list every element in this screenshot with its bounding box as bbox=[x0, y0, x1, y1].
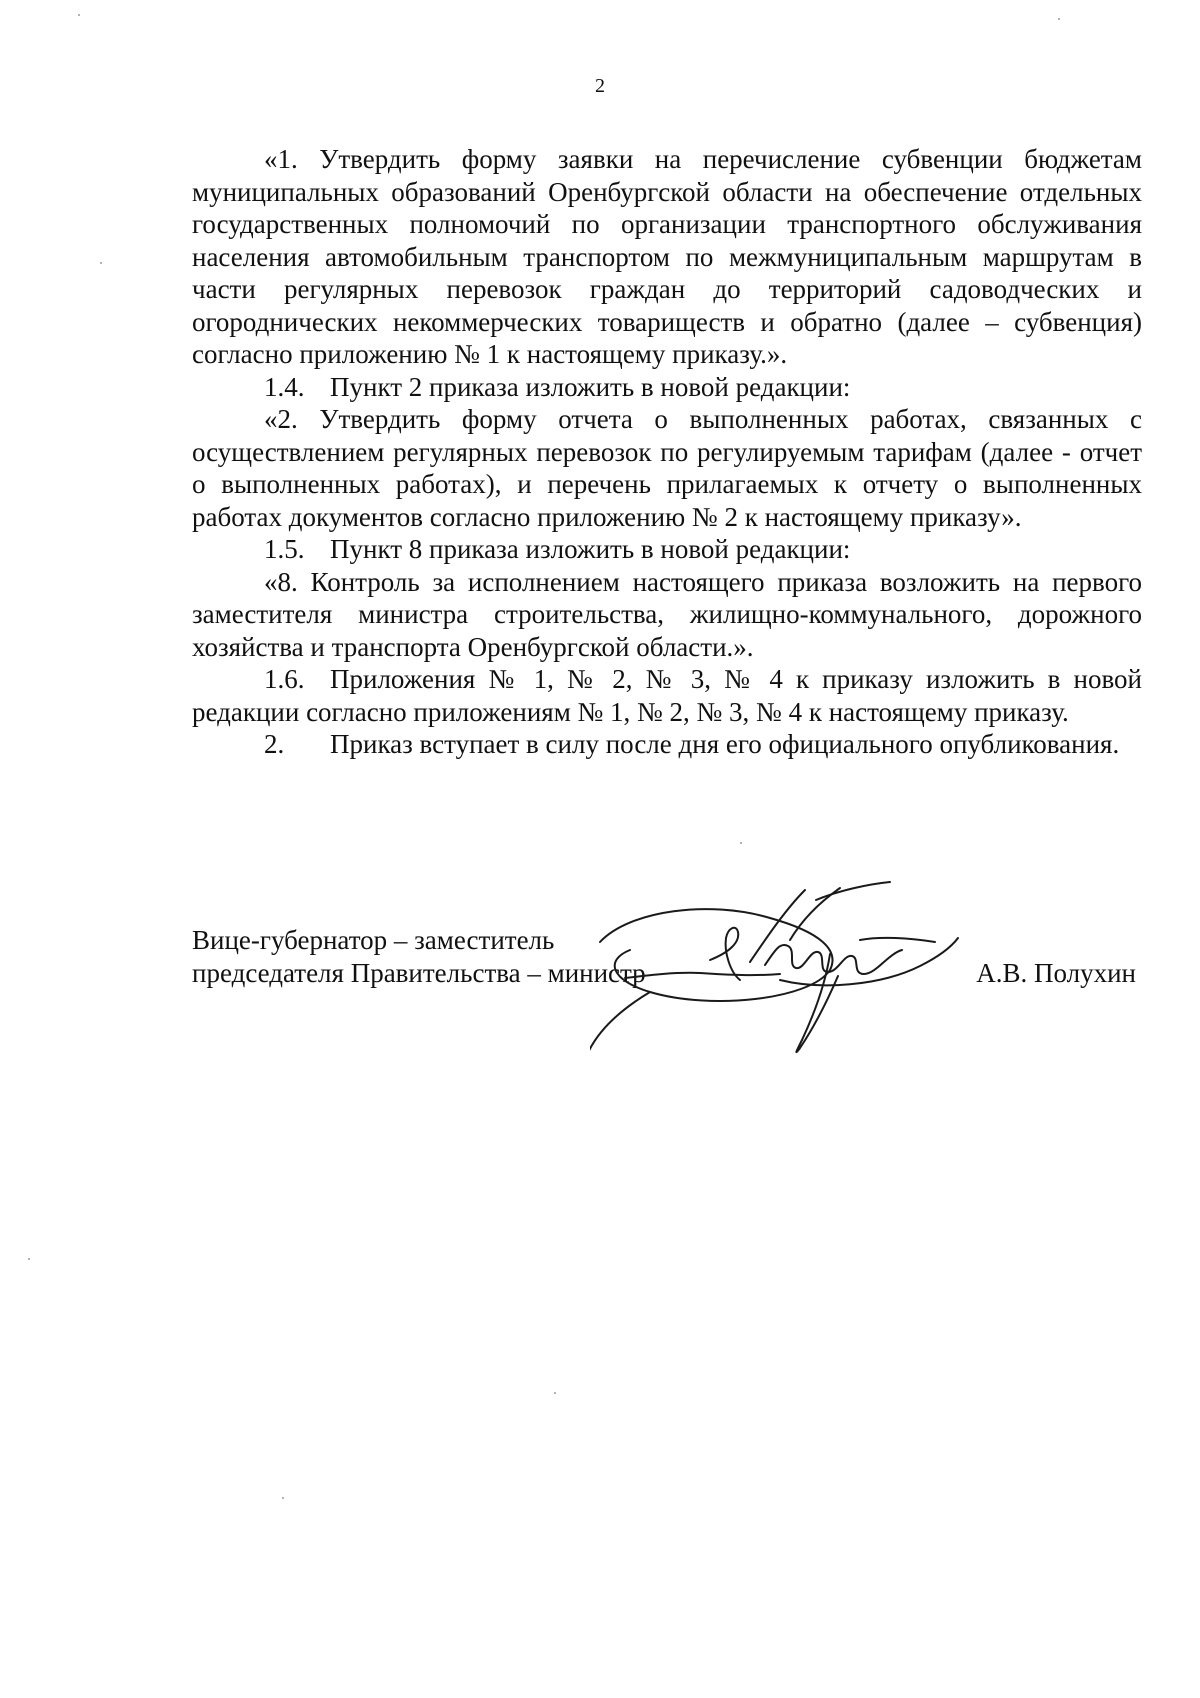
item-1-5-number: 1.5. bbox=[264, 534, 305, 564]
item-1-4-number: 1.4. bbox=[264, 371, 305, 402]
item-1-4-text: Пункт 2 приказа изложить в новой редакции: bbox=[330, 371, 851, 402]
scan-speck bbox=[28, 1258, 30, 1260]
scan-speck bbox=[282, 1497, 284, 1499]
scan-speck bbox=[740, 842, 742, 844]
scan-speck bbox=[100, 262, 102, 264]
item-1-5 bbox=[192, 533, 1142, 566]
paragraph-quoted-item-2: «2. Утвердить форму отчета о выполненных работах, связанных с осуществлением регулярных перевозок по регулируемым тарифам (далее - отчет о выполненных работах), и перечень прилагаемых к отчету о выполненных работах документов согласно приложению № 2 к настоящему приказу». bbox=[192, 404, 1142, 532]
signatory-title-line-1: Вице-губернатор – заместитель bbox=[192, 925, 555, 955]
signatory-name: А.В. Полухин bbox=[976, 958, 1136, 988]
item-2 bbox=[192, 728, 1142, 761]
paragraph-quoted-item-8: «8. Контроль за исполнением настоящего приказа возложить на первого заместителя министра строительства, жилищно-коммунального, дорожного хозяйства и транспорта Оренбургской области.». bbox=[192, 566, 1142, 662]
paragraph-quoted-item-1: «1. Утвердить форму заявки на перечисление субвенции бюджетам муниципальных образований Оренбургской области на обеспечение отдельных государственных полномочий по организации транспортного обслуживания населения автомобильным транспортом по межмуниципальным маршрутам в части регулярных перевозок граждан до территорий садоводческих и огороднических некоммерческих товариществ и обратно (далее – субвенция) согласно приложению № 1 к настоящему приказу.». bbox=[192, 144, 1142, 369]
page-number: 2 bbox=[595, 75, 605, 97]
item-1-4 bbox=[192, 371, 1142, 404]
handwritten-signature bbox=[590, 880, 990, 1070]
document-body bbox=[192, 143, 1142, 761]
signatory-title-line-2: председателя Правительства – министр bbox=[192, 958, 646, 988]
item-1-6-text: Приложения № 1, № 2, № 3, № 4 к приказу изложить в новой редакции согласно приложениям № 1, № 2, № 3, № 4 к настоящему приказу. bbox=[192, 664, 1142, 727]
item-2-number: 2. bbox=[264, 729, 285, 759]
item-1-6 bbox=[192, 663, 1142, 728]
scan-speck bbox=[78, 14, 80, 16]
scan-speck bbox=[554, 1392, 556, 1394]
item-2-text: Приказ вступает в силу после дня его официального опубликования. bbox=[330, 729, 1120, 759]
item-1-5-text: Пункт 8 приказа изложить в новой редакции: bbox=[330, 534, 851, 564]
item-1-6-number: 1.6. bbox=[264, 664, 305, 694]
scan-speck bbox=[1058, 18, 1060, 20]
